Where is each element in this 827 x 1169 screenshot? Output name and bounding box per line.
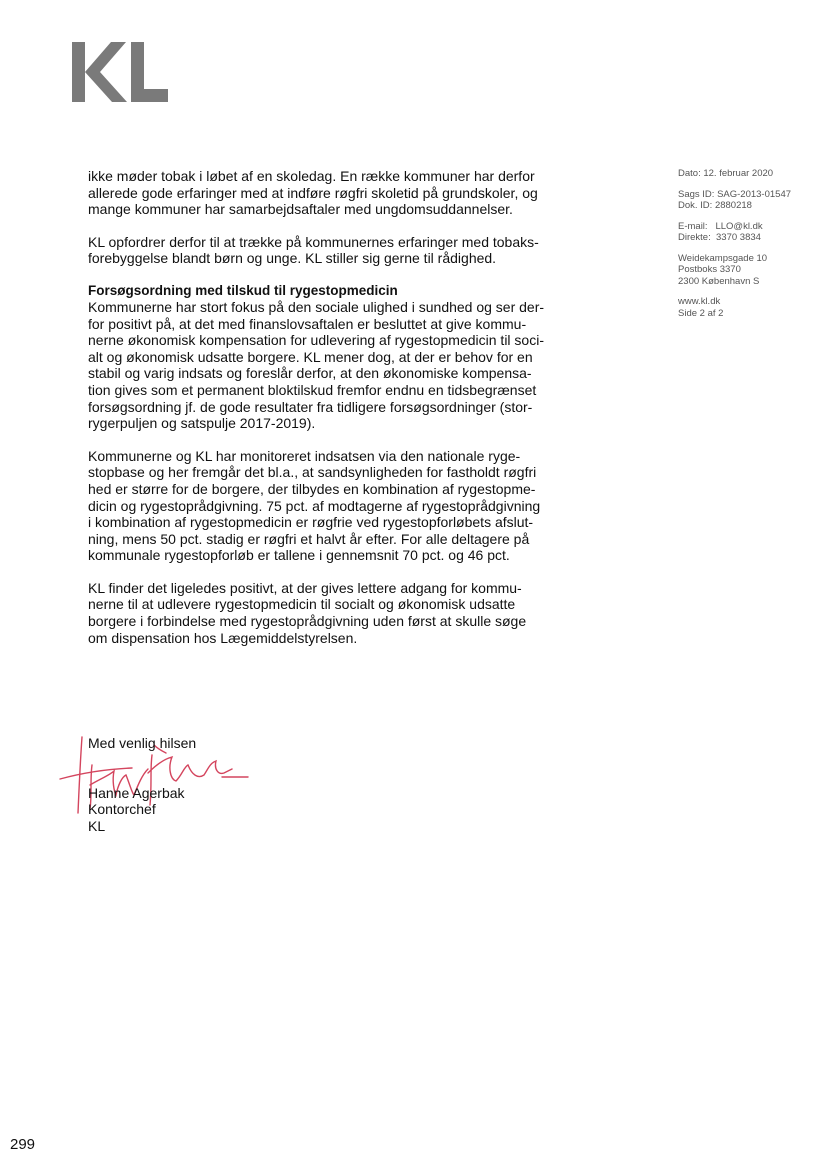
- closing-block: [88, 735, 196, 835]
- closing-line: Hanne Agerbak: [88, 784, 185, 801]
- text-line: ning, mens 50 pct. stadig er røgfri et halvt år efter. For alle deltagere på: [88, 530, 530, 547]
- meta-line: Weidekampsgade 10: [678, 252, 768, 264]
- text-line: dicin og rygestoprådgivning. 75 pct. af modtagerne af rygestoprådgivning: [88, 497, 541, 514]
- meta-line: E-mail: LLO@kl.dk: [678, 220, 763, 232]
- body-paragraph: [88, 234, 558, 267]
- closing-line: Med venlig hilsen: [88, 735, 197, 751]
- text-line: stabil og varig indsats og foreslår derfor, at den økonomiske kompensa-: [88, 365, 532, 382]
- meta-line: Dato: 12. februar 2020: [678, 168, 774, 179]
- text-line: nerne til at udlevere rygestopmedicin til socialt og økonomisk udsatte: [88, 596, 516, 613]
- meta-group: [678, 296, 818, 319]
- meta-group: [678, 168, 818, 180]
- meta-line: 2300 København S: [678, 275, 760, 287]
- text-line: Kommunerne har stort fokus på den sociale ulighed i sundhed og ser der-: [88, 298, 545, 315]
- meta-line: Side 2 af 2: [678, 307, 724, 319]
- meta-group: [678, 189, 818, 212]
- text-line: nerne økonomisk kompensation for udlevering af rygestopmedicin til soci-: [88, 332, 544, 349]
- text-line: borgere i forbindelse med rygestoprådgivning uden først at skulle søge: [88, 613, 527, 630]
- body-paragraph: [88, 168, 558, 218]
- page-number: 299: [10, 1136, 36, 1153]
- closing-line: [88, 752, 196, 769]
- meta-line: Direkte: 3370 3834: [678, 232, 761, 243]
- text-line: rygerpuljen og satspulje 2017-2019).: [88, 415, 316, 432]
- text-line: KL finder det ligeledes positivt, at der gives lettere adgang for kommu-: [88, 579, 522, 596]
- sender-metadata: [678, 168, 818, 328]
- text-line: i kombination af rygestopmedicin er røgfrie ved rygestopforløbets afslut-: [88, 514, 534, 531]
- meta-line: Dok. ID: 2880218: [678, 200, 752, 211]
- text-line: Kommunerne og KL har monitoreret indsatsen via den nationale ryge-: [88, 447, 521, 464]
- closing-line: KL: [88, 817, 106, 834]
- text-line: tion gives som et permanent bloktilskud fremfor endnu en tidsbegrænset: [88, 381, 537, 398]
- meta-group: [678, 253, 818, 288]
- text-line: forebyggelse blandt børn og unge. KL stiller sig gerne til rådighed.: [88, 250, 497, 267]
- text-line: kommunale rygestopforløb er tallene i gennemsnit 70 pct. og 46 pct.: [88, 547, 510, 564]
- text-line: hed er større for de borgere, der tilbydes en kombination af rygestopme-: [88, 480, 536, 497]
- text-line: ikke møder tobak i løbet af en skoledag. En række kommuner har derfor: [88, 168, 535, 184]
- text-line: mange kommuner har samarbejdsaftaler med ungdomsuddannelser.: [88, 201, 513, 218]
- closing-line: Kontorchef: [88, 801, 156, 818]
- closing-line: [88, 768, 196, 785]
- kl-logo: [70, 40, 170, 104]
- text-line: for positivt på, at det med finanslovsaftalen er besluttet at give kommu-: [88, 315, 527, 332]
- text-line: alt og økonomisk udsatte borgere. KL mener dog, at der er behov for en: [88, 348, 533, 365]
- body-paragraph: [88, 580, 558, 646]
- text-line: allerede gode erfaringer med at indføre røgfri skoletid på grundskoler, og: [88, 184, 538, 201]
- meta-line: Postboks 3370: [678, 264, 741, 275]
- text-line: stopbase og her fremgår det bl.a., at sandsynligheden for fastholdt røgfri: [88, 464, 537, 481]
- section-heading: Forsøgsordning med tilskud til rygestopmedicin: [88, 282, 398, 298]
- text-line: om dispensation hos Lægemiddelstyrelsen.: [88, 629, 358, 646]
- meta-line: www.kl.dk: [678, 296, 721, 307]
- meta-line: Sags ID: SAG-2013-01547: [678, 188, 792, 200]
- text-line: KL opfordrer derfor til at trække på kommunernes erfaringer med tobaks-: [88, 233, 539, 250]
- text-line: forsøgsordning jf. de gode resultater fra tidligere forsøgsordninger (stor-: [88, 398, 533, 415]
- meta-group: [678, 221, 818, 244]
- body-paragraph: [88, 448, 558, 564]
- body-paragraph: [88, 283, 558, 432]
- letter-body: [88, 168, 558, 662]
